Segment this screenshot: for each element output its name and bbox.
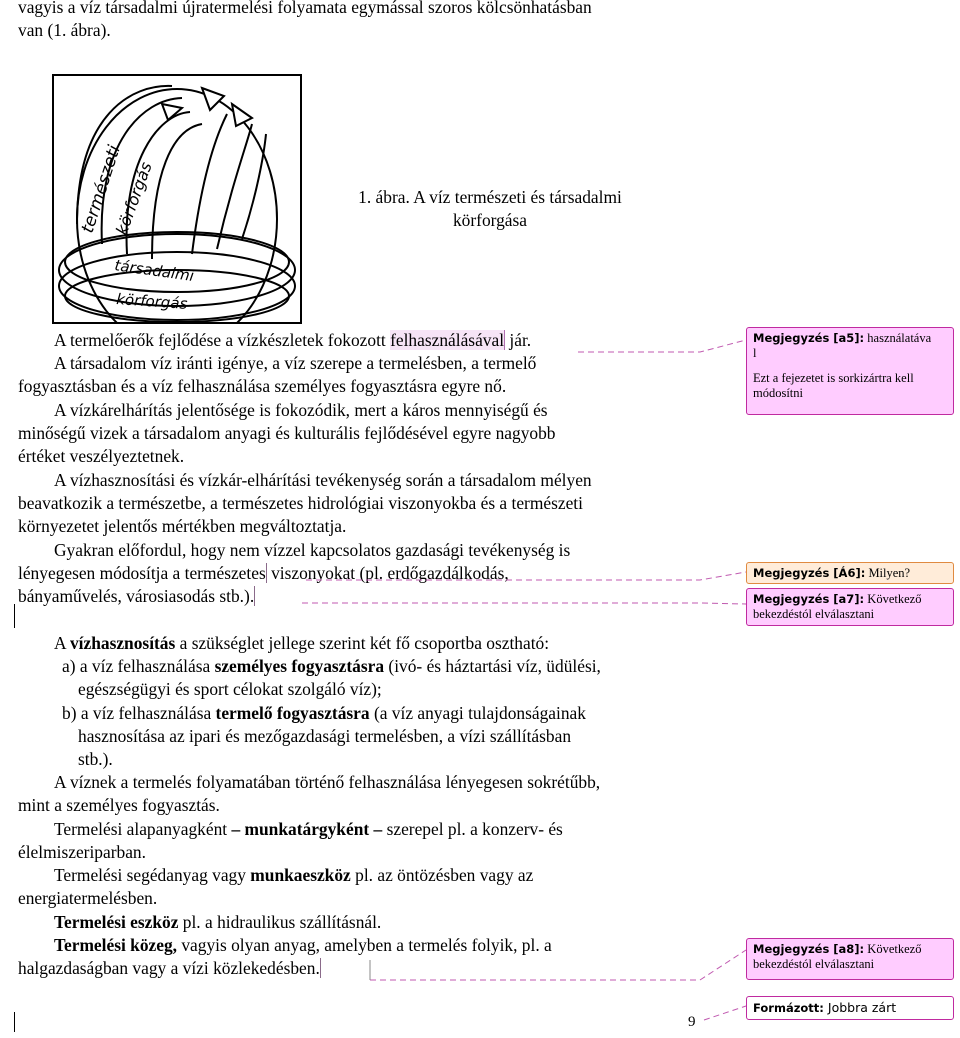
paragraph: Termelési közeg, vagyis olyan anyag, amelyben a termelés folyik, pl. a [54,935,552,955]
list-item-line: egészségügyi és sport célokat szolgáló víz); [78,679,382,699]
paragraph-line: minőségű vizek a társadalom anyagi és kulturális fejlődésével egyre nagyobb [18,423,556,443]
comment-balloon-A6[interactable]: Megjegyzés [Á6]: Milyen? [746,562,954,584]
paragraph: A vízkárelhárítás jelentősége is fokozódik, mert a káros mennyiségű és [54,400,548,420]
paragraph: Termelési eszköz pl. a hidraulikus szállításnál. [54,912,382,932]
paragraph: Termelési segédanyag vagy munkaeszköz pl. az öntözésben vagy az [54,865,534,885]
paragraph: A társadalom víz iránti igénye, a víz szerepe a termelésben, a termelő [54,353,537,373]
paragraph-line: fogyasztásban és a víz felhasználása személyes fogyasztásra egyre nő. [18,376,507,396]
page-number: 9 [688,1014,696,1030]
paragraph-line: mint a személyes fogyasztás. [18,795,220,815]
comment-balloon-a7[interactable]: Megjegyzés [a7]: Következő bekezdéstól elválasztani [746,588,954,626]
paragraph-line: beavatkozik a természetbe, a természetes hidrológiai viszonyokba és a természeti [18,493,583,513]
paragraph-line: értéket veszélyeztetnek. [18,446,185,466]
comment-anchor-a8[interactable]: halgazdaságban vagy a vízi közlekedésben. [18,958,320,978]
list-item-line: hasznosítása az ipari és mezőgazdasági termelésben, a vízi szállításban [78,726,572,746]
body-line: vagyis a víz társadalmi újratermelési folyamata egymással szoros kölcsönhatásban [18,0,592,17]
paragraph: Gyakran előfordul, hogy nem vízzel kapcsolatos gazdasági tevékenység is [54,540,571,560]
paragraph: A vízhasznosítási és vízkár-elhárítási tevékenység során a társadalom mélyen [54,470,592,490]
list-item: a) a víz felhasználása személyes fogyasztásra (ivó- és háztartási víz, üdülési, [62,656,601,676]
format-balloon[interactable]: Formázott: Jobbra zárt [746,996,954,1020]
paragraph: A víznek a termelés folyamatában történő felhasználása lényegesen sokrétűbb, [54,772,601,792]
paragraph-line: környezetet jelentős mértékben megváltoztatja. [18,516,347,536]
label-cycle-2: körforgás [115,290,188,313]
label-cycle-1: körforgás [111,159,156,238]
label-social: társadalmi [113,256,196,286]
paragraph: Termelési alapanyagként – munkatárgyként – szerepel pl. a konzerv- és [54,819,563,839]
paragraph-line: energiatermelésben. [18,888,158,908]
comment-balloon-a8[interactable]: Megjegyzés [a8]: Következő bekezdéstól elválasztani [746,938,954,980]
figure-caption-line2: körforgása [452,210,528,230]
list-item-line: stb.). [78,749,113,769]
paragraph-line: lényegesen módosítja a természetes viszonyokat (pl. erdőgazdálkodás, [18,563,509,583]
paragraph: A termelőerők fejlődése a vízkészletek fokozott felhasználásával jár. [54,330,532,350]
paragraph: A vízhasznosítás a szükséglet jellege szerint két fő csoportba osztható: [54,633,550,653]
comment-anchor-A6[interactable]: lényegesen módosítja a természetes [18,563,266,583]
paragraph-line: élelmiszeriparban. [18,842,146,862]
list-item: b) a víz felhasználása termelő fogyasztásra (a víz anyagi tulajdonságainak [62,703,586,723]
figure-caption: 1. ábra. A víz természeti és társadalmi [358,187,622,207]
label-natural: természeti [77,143,125,236]
comment-anchor-a7[interactable]: bányaművelés, városiasodás stb.). [18,586,255,606]
body-line: van (1. ábra). [18,20,111,40]
comment-balloon-a5[interactable]: Megjegyzés [a5]: használatáva l Ezt a fejezetet is sorkizártra kell módosítni [746,327,954,415]
comment-anchor-a5[interactable]: felhasználásával [390,330,505,350]
